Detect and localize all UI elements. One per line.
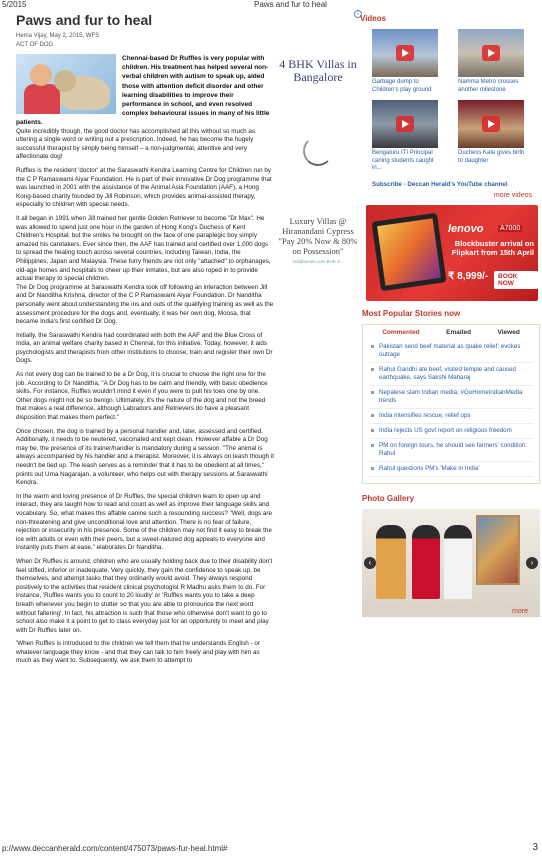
page-number: 3 [532,842,538,853]
article-paragraph: Ruffles is the resident 'doctor' at the Saraswathi Kendra Learning Centre for Children run by the C P Ramaswami Aiyar Foundation. He is part of their innovative Dr Dog programme that was launched in 2001 with the assistance of the Animal Asia Foundation (AAF), a Hong Kong-based charity founded by Jill Robinson, which provides animal-assisted therapy, especially to children with special needs. [16,167,272,209]
tab-emailed[interactable]: Emailed [446,328,472,336]
brand-logo: lenovo [448,222,484,235]
photo-gallery[interactable] [362,509,540,617]
popular-stories-box [362,324,540,484]
article-title: Paws and fur to heal [16,12,153,28]
gallery-caption: ANAHATA PAINTING EXHIBITION AT THE HAVELI [376,603,526,610]
banner-price: ₹ 8,999/- [448,270,489,282]
sidebar [360,14,540,617]
video-item[interactable] [372,100,446,173]
ad-source: indiahomes.com BHK d... [292,259,344,264]
story-link[interactable]: PM on foreign tours, he should see farmers' condition: Rahul [369,439,533,462]
video-caption[interactable]: Duchess Kate gives birth to daughter [458,150,525,164]
video-thumbnail[interactable] [372,100,438,148]
chevron-left-icon[interactable]: ‹ [364,557,376,569]
banner-headline: Blockbuster arrival on Flipkart from 15th April [451,238,534,257]
video-thumbnail[interactable] [458,29,524,77]
video-item[interactable] [458,100,532,173]
ad-info-icon[interactable]: i [354,10,362,18]
more-videos-link[interactable]: more videos [493,191,532,199]
play-icon[interactable] [396,45,414,61]
play-icon[interactable] [396,116,414,132]
story-link[interactable]: Pakistan send beef material as quake relief; evokes outrage [369,340,533,363]
print-date: ​5/2015 [2,0,27,9]
video-caption[interactable]: Namma Metro crosses another milestone [458,79,519,93]
article-paragraph: As not every dog can be trained to be a Dr Dog, it is crucial to choose the right one for the job. According to Dr Nanditha, "A Dr Dog has to be calm and friendly, with basic obedience skills. For instance, Ruffles wouldn't mind it even if you were to pull his toes one by one. Other dogs might not be so benign. Ultimately, it's the nature of the dog and not the breed that makes a real difference, although Labradors and Retrievers do have a pleasant disposition that makes them perfect." [16,371,268,422]
model-badge: A7000 [500,224,521,232]
video-grid [372,29,540,173]
article [16,12,274,671]
painting [476,515,520,585]
tab-commented[interactable]: Commented [382,328,420,336]
video-thumbnail[interactable] [458,100,524,148]
video-thumbnail[interactable] [372,29,438,77]
article-paragraph: When Dr Ruffles is around, children who are usually holding back due to their disability don't feel stifled, inferior or inadequate. Very quickly, they gain the confidence to speak up, be themselves, and attempt tasks that they ordinarily would avoid. They always respond positively to the activities that resident clinical psychologist R Madhu asks them to do. For instance, 'Ruffles wants you to count to 20 loudly' or 'Ruffles wants you to take a deep breath whenever you begin to stutter so that you are able to pronounce the next word without faltering'. In fact, his attraction is such that those who otherwise don't want to go to school also make it a point to get to class everyday just for an opportunity to meet and play with Dr Ruffles later on. [16,557,273,634]
tab-viewed[interactable]: Viewed [497,328,520,336]
lead-text: Chennai-based Dr Ruffles is very popular with children. His treatment has helped several non-verbal children with autism to speak up, aided those with attention deficit disorder and other learning disabilities to improve their performance in school, and even resolved complex behavioural issues in many of his little patients. [16,55,270,127]
gallery-more-link[interactable]: more [512,607,528,615]
story-link[interactable]: India rejects US govt report on religious freedom [369,424,533,439]
play-icon[interactable] [482,116,500,132]
loading-spinner-icon [303,136,333,166]
ad-hiranandani[interactable]: Luxury Villas @ Hiranandani Cypress "Pay 20% Now & 80% on Possession" [278,216,358,256]
article-paragraph: Once chosen, the dog is trained by a personal handler and, later, assessed and certified. Additionally, it needs to be neutered, vaccinated and kept clean. However affable a Dr Dog may be, the presence of its trainer/handler is mandatory during a session. "The animal is always accompanied by his handler and a therapist. Moreover, it is always on leash though it needn't be tied up. The leash serves as a reminder that it has to be obedient at all times," points out Uma Nagarajan, a volunteer, who helps out with therapy sessions at Saraswathi Kendra. [16,427,274,487]
article-category: ACT OF DOG [16,42,54,48]
person-figure [376,525,406,599]
story-link[interactable]: Rahul Gandhi ate beef, visited temple and caused earthquake, says Sakshi Maharaj [369,363,533,386]
ad-column [278,11,359,264]
youtube-subscribe-link[interactable]: Subscribe - Deccan Herald's YouTube channel [372,180,508,188]
book-now-button[interactable]: BOOK NOW [494,271,538,289]
article-paragraph: In the warm and loving presence of Dr Ruffles, the special children learn to open up and interact, they are taught how to read and count as well as improve their language skills and vocabulary. So, what makes this affable canine such a resounding success? "Well, dogs are non-threatening and give unconditional love and attention. There is no fear of failure, rejection or insecurity in his presence. Some of the children may not find it easy to break the ice with adults or even with their peers, but a sweet-natured dog appeals to everyone and instantly puts them at ease," elaborates Dr Nanditha. [16,492,273,552]
article-paragraph: 'When Ruffles is introduced to the children we tell them that he understands English - or whatever language they know - and that they can talk to him freely and play with him as much as they want to. Subsequently, we ask them to attempt to [16,640,260,665]
popular-tabs [369,329,533,336]
chevron-right-icon[interactable]: › [526,557,538,569]
article-lead [16,54,274,128]
video-caption[interactable]: Bengaluru ITI Principal caning students caught in... [372,150,434,171]
article-paragraph: Initially, the Saraswathi Kendra had coordinated with both the AAF and the Blue Cross of India, an animal welfare charity based in Chennai, for this initiative. Today, however, it aids psychologists and therapists from other institutions to choose, train and register their own Dr Dogs. [16,331,273,365]
article-paragraph: The Dr Dog programme at Saraswathi Kendra took off following an interaction between Jill and Dr Nanditha Krishna, director of the C P Ramaswami Aiyar Foundation. Dr Nanditha personally went about understanding the ins and outs of the qualifying training as well as the assessment procedure for the dogs and, eventually, it was her own dog, Moosa, that became India's first certified Dr Dog. [16,283,274,326]
videos-heading: Videos [360,14,387,23]
print-title: Paws and fur to heal [254,0,327,9]
video-caption[interactable]: Garbage dump to Children's play ground [372,79,432,93]
popular-heading: Most Popular Stories now [362,308,461,318]
story-link[interactable]: India intensifies rescue, relief ops [369,409,533,424]
page-url: p://www.deccanherald.com/content/475073/paws-fur-heal.html# [2,844,228,853]
story-link[interactable]: Rahul questions PM's 'Make in India' [369,462,533,477]
story-link[interactable]: Nepalese slam Indian media, #GoHomeIndianMedia trends [369,386,533,409]
tablet-image [371,212,446,291]
ad-villas-bangalore[interactable]: 4 BHK Villas in Bangalore [279,57,357,84]
person-figure [444,525,472,599]
gallery-heading: Photo Gallery [362,493,415,503]
person-figure [412,525,440,599]
video-item[interactable] [372,29,446,94]
article-paragraph: It all began in 1991 when Jill trained her gentle Golden Retriever to become "Dr Max". He was allowed to spend just one hour in the garden of Hong Kong's Duchess of Kent Children's Hospital; but the smiles he brought on the face of one paraplegic boy simply amazed his caretakers. Ever since then, the AAF has trained and certified over 1,000 dogs to spread the healing touch across several countries, including Taiwan, India, the Philippines, Japan and Malaysia. These furry friends are not only "attached" to orphanages, old-age homes and hospitals to cheer up their inmates, but are also roped in to provide actual therapy to special children. [16,214,271,283]
print-header [0,0,542,10]
play-icon[interactable] [482,45,500,61]
lenovo-ad-banner[interactable] [366,205,538,301]
print-footer [0,842,542,856]
lead-photo [16,54,116,114]
article-paragraph: Quite incredibly though, the good doctor has accomplished all this without so much as uttering a single word or writing out a prescription. Indeed, he has become the hugely successful therapist by simply being himself – a non-judgmental, attentive and very affectionate dog! [16,127,256,161]
article-byline: Hema Vijay, May 2, 2015, WFS [16,33,100,39]
video-item[interactable] [458,29,532,94]
